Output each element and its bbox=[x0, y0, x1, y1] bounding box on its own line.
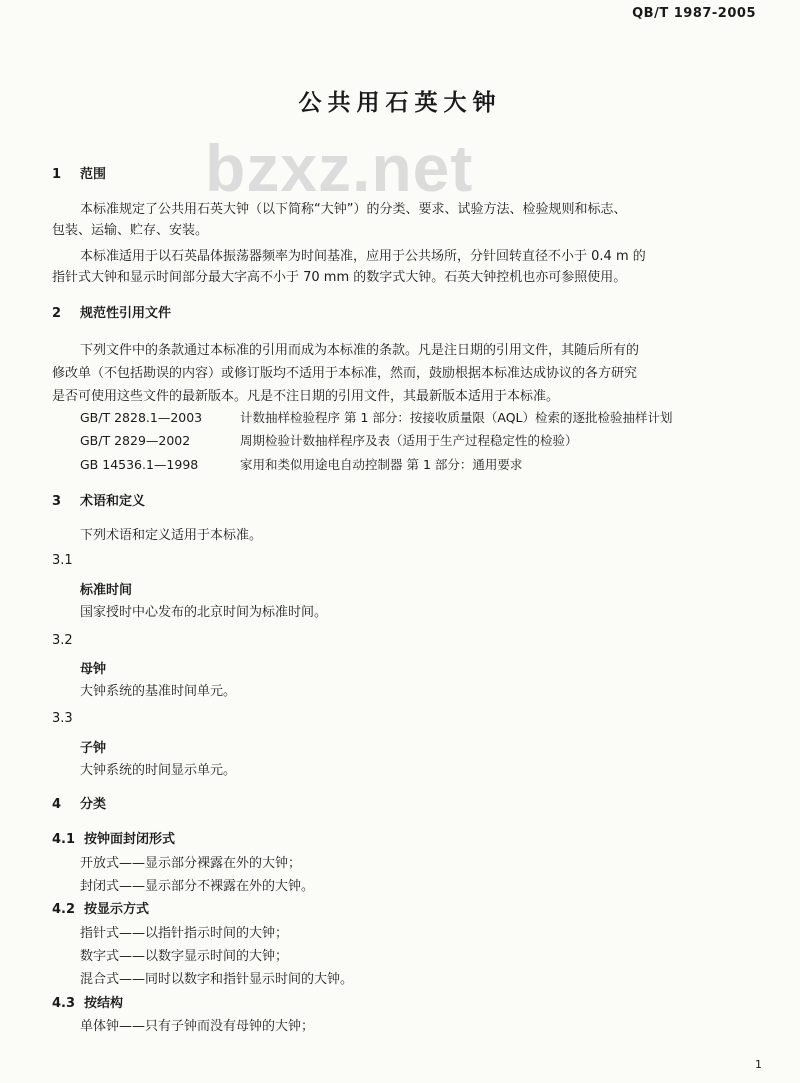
section-number: 2 bbox=[52, 306, 62, 321]
paragraph-line: 下列文件中的条款通过本标准的引用而成为本标准的条款。凡是注日期的引用文件，其随后所有的 bbox=[80, 343, 640, 358]
list-item: 数字式——以数字显示时间的大钟； bbox=[80, 949, 289, 964]
section-title: 范围 bbox=[80, 167, 107, 182]
paragraph-line: 是否可使用这些文件的最新版本。凡是不注日期的引用文件，其最新版本适用于本标准。 bbox=[52, 389, 560, 404]
reference-title: 周期检验计数抽样程序及表（适用于生产过程稳定性的检验） bbox=[240, 433, 578, 448]
list-item: 开放式——显示部分裸露在外的大钟； bbox=[80, 856, 302, 871]
term-number: 3.2 bbox=[52, 633, 73, 648]
reference-title: 计数抽样检验程序 第 1 部分：按接收质量限（AQL）检索的逐批检验抽样计划 bbox=[240, 410, 673, 425]
reference-title: 家用和类似用途电自动控制器 第 1 部分：通用要求 bbox=[240, 457, 523, 472]
paragraph-line: 修改单（不包括勘误的内容）或修订版均不适用于本标准，然而，鼓励根据本标准达成协议的各方研究 bbox=[52, 366, 638, 381]
list-item: 封闭式——显示部分不裸露在外的大钟。 bbox=[80, 879, 315, 894]
section-3-heading bbox=[52, 490, 145, 509]
clause-title: 按显示方式 bbox=[84, 902, 150, 917]
term-number: 3.1 bbox=[52, 553, 73, 568]
term-name: 子钟 bbox=[80, 741, 107, 756]
clause-title: 按钟面封闭形式 bbox=[84, 832, 176, 847]
section-number: 1 bbox=[52, 167, 62, 182]
section-4-heading bbox=[52, 793, 106, 812]
list-item: 指针式——以指针指示时间的大钟； bbox=[80, 926, 289, 941]
term-definition: 大钟系统的基准时间单元。 bbox=[80, 684, 237, 699]
clause-title: 按结构 bbox=[84, 996, 124, 1011]
reference-item bbox=[80, 455, 522, 473]
reference-code: GB/T 2829—2002 bbox=[80, 433, 191, 448]
paragraph-line: 本标准适用于以石英晶体振荡器频率为时间基准，应用于公共场所，分针回转直径不小于 0.4 m 的 bbox=[80, 249, 646, 264]
page-number: 1 bbox=[755, 1058, 762, 1071]
term-name: 标准时间 bbox=[80, 583, 133, 598]
paragraph-line: 下列术语和定义适用于本标准。 bbox=[80, 528, 263, 543]
term-name: 母钟 bbox=[80, 662, 107, 677]
list-item: 单体钟——只有子钟而没有母钟的大钟； bbox=[80, 1019, 315, 1034]
term-number: 3.3 bbox=[52, 711, 73, 726]
section-title: 分类 bbox=[80, 797, 107, 812]
section-2-heading bbox=[52, 302, 171, 321]
document-title: 公共用石英大钟 bbox=[298, 90, 502, 116]
section-1-heading bbox=[52, 163, 106, 182]
reference-code: GB/T 2828.1—2003 bbox=[80, 410, 203, 425]
paragraph-line: 本标准规定了公共用石英大钟（以下简称“大钟”）的分类、要求、试验方法、检验规则和标志、 bbox=[80, 202, 627, 217]
reference-item bbox=[80, 408, 673, 426]
section-number: 4 bbox=[52, 797, 62, 812]
reference-code: GB 14536.1—1998 bbox=[80, 457, 199, 472]
clause-number: 4.2 bbox=[52, 902, 76, 917]
paragraph-line: 包装、运输、贮存、安装。 bbox=[52, 223, 209, 238]
standard-code: QB/T 1987-2005 bbox=[632, 6, 756, 21]
section-number: 3 bbox=[52, 494, 62, 509]
clause-number: 4.3 bbox=[52, 996, 76, 1011]
clause-number: 4.1 bbox=[52, 832, 76, 847]
reference-item bbox=[80, 431, 578, 449]
section-title: 术语和定义 bbox=[80, 494, 146, 509]
section-title: 规范性引用文件 bbox=[80, 306, 172, 321]
clause-heading bbox=[52, 828, 175, 847]
term-definition: 大钟系统的时间显示单元。 bbox=[80, 763, 237, 778]
paragraph-line: 指针式大钟和显示时间部分最大字高不小于 70 mm 的数字式大钟。石英大钟控机也亦可参照使用。 bbox=[52, 270, 627, 285]
clause-heading bbox=[52, 898, 149, 917]
watermark: bzxz.net bbox=[205, 131, 474, 205]
clause-heading bbox=[52, 992, 123, 1011]
term-definition: 国家授时中心发布的北京时间为标准时间。 bbox=[80, 605, 328, 620]
list-item: 混合式——同时以数字和指针显示时间的大钟。 bbox=[80, 972, 354, 987]
